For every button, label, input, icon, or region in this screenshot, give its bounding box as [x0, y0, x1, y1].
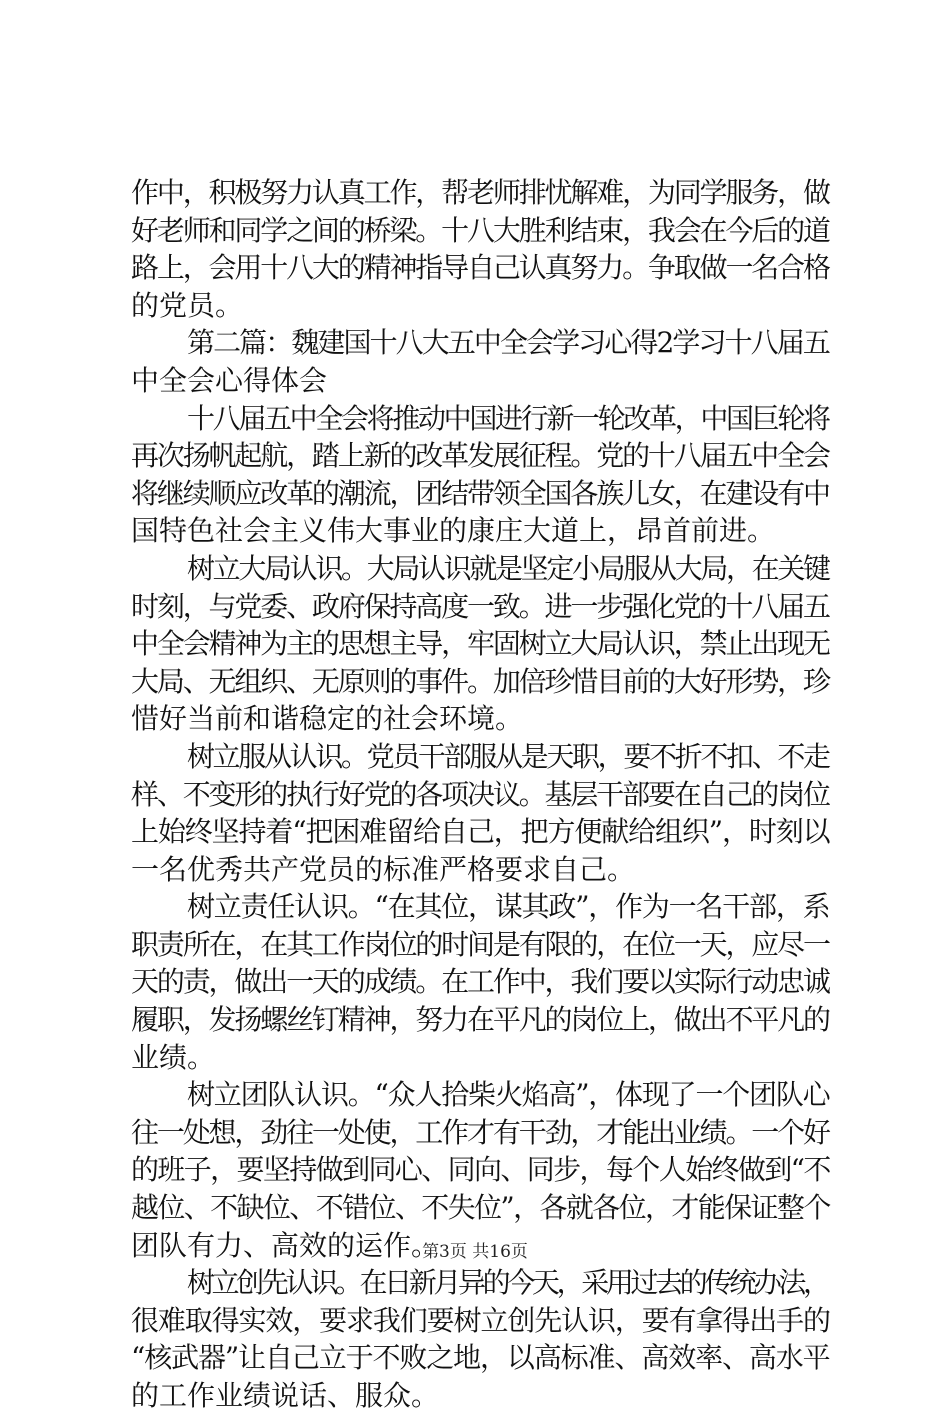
text-line: 的党员。	[131, 288, 244, 322]
text-line: 中全会精神为主的思想主导，牢固树立大局认识，禁止出现无	[131, 627, 829, 661]
document-body	[131, 174, 831, 1415]
text-line: 越位、不缺位、不错位、不失位”，各就各位，才能保证整个	[131, 1191, 830, 1225]
text-line: “核武器”让自己立于不败之地，以高标准、高效率、高水平	[131, 1341, 830, 1375]
text-line: 上始终坚持着“把困难留给自己，把方便献给组织”，时刻以	[131, 815, 830, 849]
text-line: 一名优秀共产党员的标准严格要求自己。	[131, 852, 636, 886]
text-line: 业绩。	[131, 1040, 216, 1074]
text-line: 路上，会用十八大的精神指导自己认真努力。争取做一名合格	[131, 251, 829, 285]
text-line: 很难取得实效，要求我们要树立创先认识，要有拿得出手的	[131, 1303, 830, 1337]
text-line: 天的责，做出一天的成绩。在工作中，我们要以实际行动忠诚	[131, 965, 829, 999]
text-line: 往一处想，劲往一处使，工作才有干劲，才能出业绩。一个好	[131, 1115, 829, 1149]
text-line: 履职，发扬螺丝钉精神，努力在平凡的岗位上，做出不平凡的	[131, 1003, 829, 1037]
paragraph-first-line: 树立大局认识。大局认识就是坚定小局服从大局，在关键	[187, 551, 829, 585]
text-line: 作中，积极努力认真工作，帮老师排忧解难，为同学服务，做	[131, 176, 829, 209]
text-line: 再次扬帆起航，踏上新的改革发展征程。党的十八届五中全会	[131, 439, 829, 473]
text-line: 惜好当前和谐稳定的社会环境。	[131, 702, 524, 736]
text-line: 中全会心得体会	[131, 363, 328, 397]
paragraph-first-line: 树立创先认识。在日新月异的今天，采用过去的传统办法，	[187, 1266, 828, 1300]
text-line: 的班子，要坚持做到同心、同向、同步，每个人始终做到“不	[131, 1153, 830, 1187]
paragraph-first-line: 树立服从认识。党员干部服从是天职，要不折不扣、不走	[187, 739, 829, 773]
text-line: 职责所在，在其工作岗位的时间是有限的，在位一天，应尽一	[131, 927, 829, 961]
paragraph-first-line: 第二篇：魏建国十八大五中全会学习心得2学习十八届五	[187, 326, 829, 360]
paragraph-first-line: 树立责任认识。“在其位，谋其政”，作为一名干部，系	[187, 890, 830, 924]
text-line: 团队有力、高效的运作。	[131, 1228, 440, 1262]
text-line: 将继续顺应改革的潮流，团结带领全国各族儿女，在建设有中	[131, 476, 829, 510]
text-line: 样、不变形的执行好党的各项决议。基层干部要在自己的岗位	[131, 777, 829, 811]
paragraph-first-line: 树立团队认识。“众人拾柴火焰高”，体现了一个团队心	[187, 1078, 830, 1112]
text-line: 好老师和同学之间的桥梁。十八大胜利结束，我会在今后的道	[131, 213, 829, 247]
text-line: 时刻，与党委、政府保持高度一致。进一步强化党的十八届五	[131, 589, 829, 623]
text-line: 的工作业绩说话、服众。	[131, 1379, 440, 1412]
text-line: 大局、无组织、无原则的事件。加倍珍惜目前的大好形势，珍	[131, 664, 829, 698]
paragraph-first-line: 十八届五中全会将推动中国进行新一轮改革，中国巨轮将	[187, 401, 829, 435]
text-line: 国特色社会主义伟大事业的康庄大道上，昂首前进。	[131, 514, 776, 548]
page-footer: 第3页 共16页	[422, 1242, 528, 1262]
